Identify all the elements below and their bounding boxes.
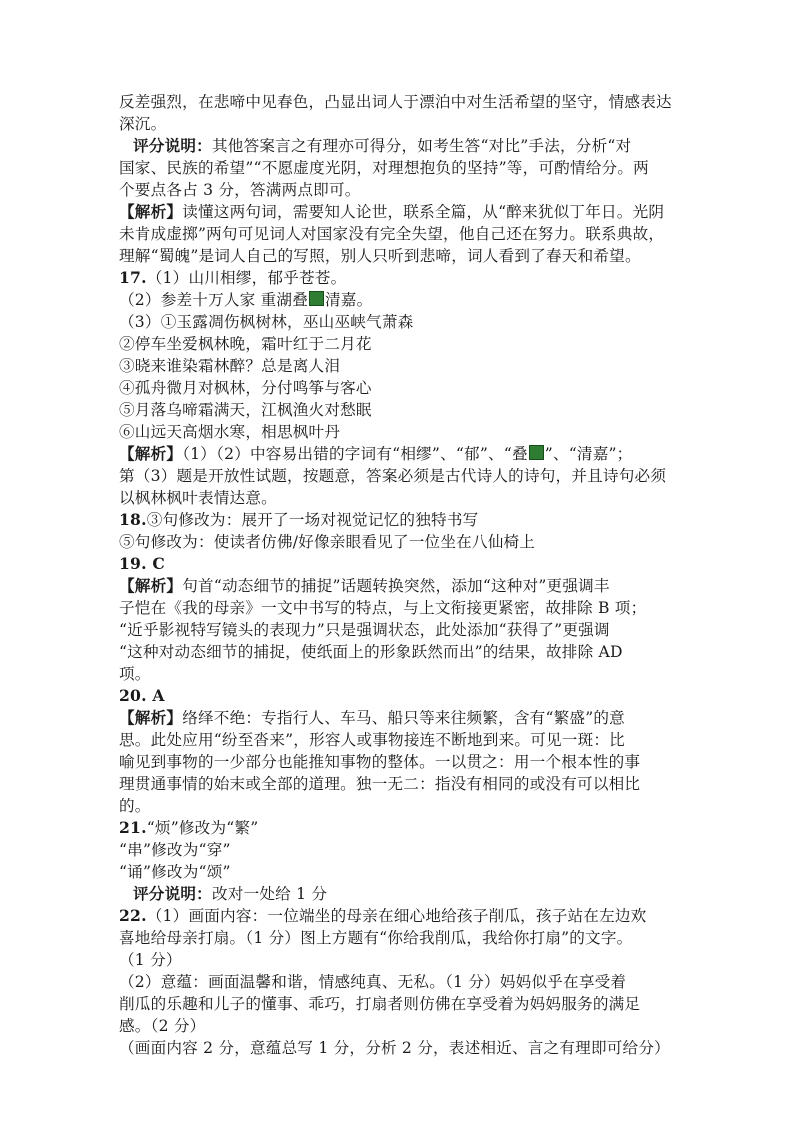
answer-text: ③句修改为：展开了一场对视觉记忆的独特书写 (146, 511, 479, 529)
highlight-mark (529, 445, 544, 460)
scoring-note-text: 其他答案言之有理亦可得分，如考生答“对比”手法，分析“对 (211, 137, 632, 155)
scoring-note-text: 改对一处给 1 分 (211, 885, 328, 903)
text-line: 国家、民族的希望”“不愿虚度光阴，对理想抱负的坚持”等，可酌情给分。两 (119, 159, 649, 177)
analysis-text: （1）（2）中容易出错的字词有“相缪”、“郁”、“叠 (182, 445, 528, 463)
text-line: “近乎影视特写镜头的表现力”只是强调状态，此处添加“获得了”更强调 (119, 621, 610, 639)
analysis-text: 读懂这两句词，需要知人论世，联系全篇，从“醉来犹似丁年日。光阴 (182, 203, 665, 221)
text-line: ⑤句修改为：使读者仿佛/好像亲眼看见了一位坐在八仙椅上 (119, 533, 536, 551)
text-line: 削瓜的乐趣和儿子的懂事、乖巧，打扇者则仿佛在享受着为妈妈服务的满足 (119, 995, 641, 1013)
text-line: 理解“蜀魄”是词人自己的写照，别人只听到悲啼，词人看到了春天和希望。 (119, 247, 641, 265)
question-answer: 20. A (119, 686, 165, 705)
analysis-label: 【解析】 (119, 708, 183, 727)
text-line: （2）意蕴：画面温馨和谐，情感纯真、无私。（1 分）妈妈似乎在享受着 (119, 973, 627, 991)
question-20 (119, 686, 165, 706)
text-line: 未肯成虚掷”两句可见词人对国家没有完全失望，他自己还在努力。联系典故， (119, 225, 665, 243)
highlight-mark (309, 291, 324, 306)
text-line: 理贯通事情的始末或全部的道理。独一无二：指没有相同的或没有可以相比 (119, 775, 641, 793)
text-line: 思。此处应用“纷至沓来”，形容人或事物接连不断地到来。可见一斑：比 (119, 731, 625, 749)
analysis-label: 【解析】 (119, 202, 183, 221)
text-line: ⑥山远天高烟水寒，相思枫叶丹 (119, 423, 341, 441)
text-line: （画面内容 2 分，意蕴总写 1 分，分析 2 分，表述相近、言之有理即可给分） (119, 1039, 670, 1057)
question-answer: 19. C (119, 554, 165, 573)
analysis-block (119, 444, 632, 464)
question-number: 21. (119, 818, 147, 837)
text-line: （1 分） (119, 951, 182, 969)
analysis-text: 句首“动态细节的捕捉”话题转换突然，添加“这种对”更强调丰 (182, 577, 610, 595)
text-line: ④孤舟微月对枫林，分付鸣筝与客心 (119, 379, 372, 397)
answer-text: （1）画面内容：一位端坐的母亲在细心地给孩子削瓜，孩子站在左边欢 (146, 907, 647, 925)
text-line: 的。 (119, 797, 151, 815)
text-line: 深沉。 (119, 115, 167, 133)
text-line: 项。 (119, 665, 151, 683)
scoring-note (133, 884, 327, 904)
scoring-note-label: 评分说明： (133, 136, 212, 155)
analysis-block (119, 202, 664, 222)
answer-text: 清嘉。 (325, 291, 373, 309)
text-line: 喜地给母亲打扇。（1 分）图上方题有“你给我削瓜，我给你打扇”的文字。 (119, 929, 633, 947)
text-line: （3）①玉露凋伤枫树林，巫山巫峡气萧森 (119, 313, 414, 331)
question-19 (119, 554, 165, 574)
question-17 (119, 268, 346, 288)
question-number: 22. (119, 906, 147, 925)
text-line: 喻见到事物的一少部分也能推知事物的整体。一以贯之：用一个根本性的事 (119, 753, 641, 771)
text-line: 第（3）题是开放性试题，按题意，答案必须是古代诗人的诗句，并且诗句必须 (119, 467, 667, 485)
analysis-text: ”、“清嘉”； (544, 445, 633, 463)
analysis-label: 【解析】 (119, 444, 183, 463)
answer-text: （1）山川相缪，郁乎苍苍。 (146, 269, 347, 287)
text-line: ⑤月落乌啼霜满天，江枫渔火对愁眠 (119, 401, 372, 419)
answer-text: （2）参差十万人家 重湖叠 (119, 291, 309, 309)
question-number: 18. (119, 510, 147, 529)
analysis-label: 【解析】 (119, 576, 183, 595)
text-line: 以枫林枫叶表情达意。 (119, 489, 277, 507)
text-line: ②停车坐爱枫林晚，霜叶红于二月花 (119, 335, 372, 353)
question-22 (119, 906, 646, 926)
text-line: 感。（2 分） (119, 1017, 206, 1035)
analysis-text: 络绎不绝：专指行人、车马、船只等来往频繁，含有“繁盛”的意 (182, 709, 625, 727)
question-21 (119, 818, 258, 838)
question-18 (119, 510, 478, 530)
scoring-note-label: 评分说明： (133, 884, 212, 903)
text-line: 个要点各占 3 分，答满两点即可。 (119, 181, 361, 199)
text-line: “诵”修改为“颂” (119, 863, 231, 881)
text-line: ③晓来谁染霜林醉？总是离人泪 (119, 357, 341, 375)
answer-text: “烦”修改为“繁” (146, 819, 259, 837)
question-number: 17. (119, 268, 147, 287)
text-line: 子恺在《我的母亲》一文中书写的特点，与上文衔接更紧密，故排除 B 项； (119, 599, 647, 617)
text-line: “串”修改为“穿” (119, 841, 231, 859)
text-line: 反差强烈，在悲啼中见春色，凸显出词人于漂泊中对生活希望的坚守，情感表达 (119, 93, 672, 111)
analysis-block (119, 708, 625, 728)
analysis-block (119, 576, 610, 596)
scoring-note (133, 136, 631, 156)
text-line (119, 290, 372, 310)
text-line: “这种对动态细节的捕捉，使纸面上的形象跃然而出”的结果，故排除 AD (119, 643, 623, 661)
